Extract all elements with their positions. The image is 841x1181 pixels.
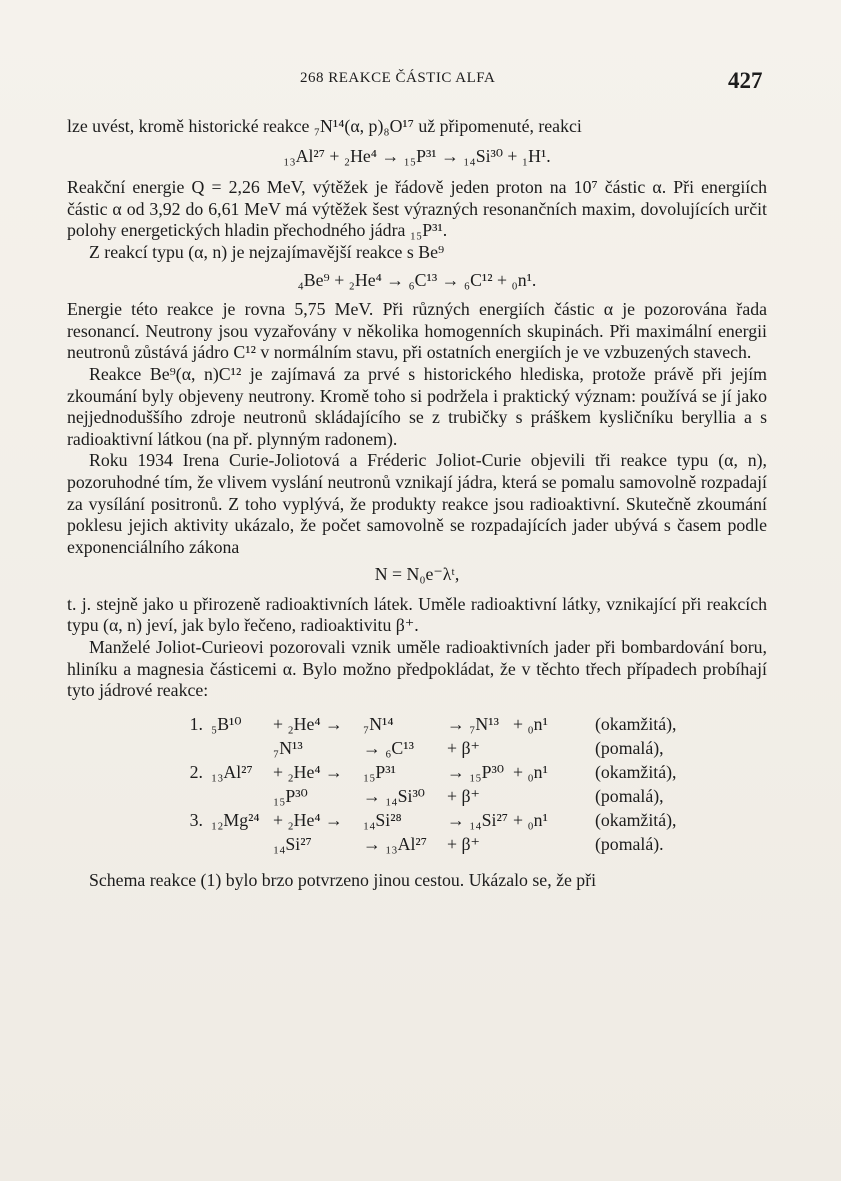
reaction-row xyxy=(67,736,767,760)
closing-line: Schema reakce (1) bylo brzo potvrzeno jinou cestou. Ukázalo se, že při xyxy=(89,869,597,890)
reaction-projectile: ₇N¹³ xyxy=(273,737,303,758)
reaction-product: → ₇N¹³ xyxy=(447,713,499,734)
reaction-projectile: + ₂He⁴ → xyxy=(273,809,343,830)
reaction-rate: (pomalá), xyxy=(595,737,664,758)
reaction-target: ₅B¹⁰ xyxy=(211,713,242,734)
paragraph-2: Reakční energie Q = 2,26 MeV, výtěžek je řádově jeden proton na 10⁷ částic α. Při energiích částic α od 3,92 do 6,61 MeV má výtěžek šest výrazných resonančních maxim, dovolujících určit polohy energetických hladin přechodného jádra ₁₅P³¹. xyxy=(67,177,767,241)
reaction-rate: (okamžitá), xyxy=(595,761,677,782)
reaction-product: + β⁺ xyxy=(447,833,480,854)
reaction-list xyxy=(67,712,767,856)
reaction-row xyxy=(67,784,767,808)
page-number: 427 xyxy=(728,68,763,93)
reaction-number: 1. xyxy=(189,713,203,734)
reaction-compound: ₁₄Si²⁸ xyxy=(363,809,402,830)
reaction-target: ₁₃Al²⁷ xyxy=(211,761,253,782)
reaction-product: + β⁺ xyxy=(447,785,480,806)
reaction-rate: (pomalá). xyxy=(595,833,664,854)
reaction-emission: + ₀n¹ xyxy=(513,761,548,782)
running-head: 268 REAKCE ČÁSTIC ALFA xyxy=(300,70,496,86)
reaction-row xyxy=(67,832,767,856)
paragraph-8: Manželé Joliot-Curieovi pozorovali vznik uměle radioaktivních jader při bombardování boru, hliníku a magnesia částicemi α. Bylo možno předpokládat, že v těchto třech případech probíhají tyto jádrové reakce: xyxy=(67,637,767,701)
reaction-projectile: + ₂He⁴ → xyxy=(273,761,343,782)
paragraph-1: lze uvést, kromě historické reakce ₇N¹⁴(α, p)₈O¹⁷ už připomenuté, reakci xyxy=(67,116,582,136)
reaction-compound: → ₆C¹³ xyxy=(363,737,414,758)
paragraph-5: Reakce Be⁹(α, n)C¹² je zajímavá za prvé s historického hlediska, protože právě při jejím zkoumání byly objeveny neutrony. Kromě toho si podržela i praktický význam: používá se jí jako nejjednoduššího zdroje neutronů skládajícího se z trubičky s práškem kysličníku beryllia a s radioaktivní látkou (na př. plynným radonem). xyxy=(67,363,767,449)
reaction-emission: + ₀n¹ xyxy=(513,713,548,734)
reaction-projectile: + ₂He⁴ → xyxy=(273,713,343,734)
paragraph-6: Roku 1934 Irena Curie-Joliotová a Fréderic Joliot-Curie objevili tři reakce typu (α, n), pozoruhodné tím, že vlivem vyslání neutronů vznikají jádra, která se pomalu samovolně rozpadají za vysílání positronů. Z toho vyplývá, že produkty reakce jsou radioaktivní. Skutečně zkoumání poklesu jejich aktivity ukázalo, že počet samovolně se rozpadajících jader ubývá s časem podle exponenciálního zákona xyxy=(67,450,767,557)
reaction-projectile: ₁₅P³⁰ xyxy=(273,785,308,806)
equation-3: N = N₀e⁻λᵗ, xyxy=(374,564,460,585)
reaction-number: 2. xyxy=(189,761,203,782)
reaction-row xyxy=(67,808,767,832)
reaction-compound: ₁₅P³¹ xyxy=(363,761,396,782)
reaction-product: → ₁₅P³⁰ xyxy=(447,761,504,782)
reaction-row xyxy=(67,712,767,736)
paragraph-7: t. j. stejně jako u přirozeně radioaktivních látek. Uměle radioaktivní látky, vznikající při reakcích typu (α, n) jeví, jak bylo řečeno, radioaktivitu β⁺. xyxy=(67,593,767,636)
reaction-number: 3. xyxy=(189,809,203,830)
paragraph-3: Z reakcí typu (α, n) je nejzajímavější reakce s Be⁹ xyxy=(89,241,445,262)
reaction-product: → ₁₄Si²⁷ xyxy=(447,809,508,830)
reaction-projectile: ₁₄Si²⁷ xyxy=(273,833,312,854)
reaction-rate: (okamžitá), xyxy=(595,809,677,830)
reaction-compound: ₇N¹⁴ xyxy=(363,713,394,734)
equation-1: ₁₃Al²⁷ + ₂He⁴ → ₁₅P³¹ → ₁₄Si³⁰ + ₁H¹. xyxy=(283,145,551,166)
reaction-rate: (pomalá), xyxy=(595,785,664,806)
reaction-row xyxy=(67,760,767,784)
equation-2: ₄Be⁹ + ₂He⁴ → ₆C¹³ → ₆C¹² + ₀n¹. xyxy=(297,269,537,290)
page-body xyxy=(67,116,767,891)
reaction-product: + β⁺ xyxy=(447,737,480,758)
reaction-target: ₁₂Mg²⁴ xyxy=(211,809,260,830)
paragraph-4: Energie této reakce je rovna 5,75 MeV. Při různých energiích částic α je pozorována řada resonancí. Neutrony jsou vyzařovány v několika homogenních skupinách. Při maximální energii neutronů zůstává jádro C¹² v normálním stavu, při ostatních energiích je ve vzbuzených stavech. xyxy=(67,299,767,363)
reaction-rate: (okamžitá), xyxy=(595,713,677,734)
reaction-compound: → ₁₄Si³⁰ xyxy=(363,785,425,806)
reaction-compound: → ₁₃Al²⁷ xyxy=(363,833,427,854)
reaction-emission: + ₀n¹ xyxy=(513,809,548,830)
